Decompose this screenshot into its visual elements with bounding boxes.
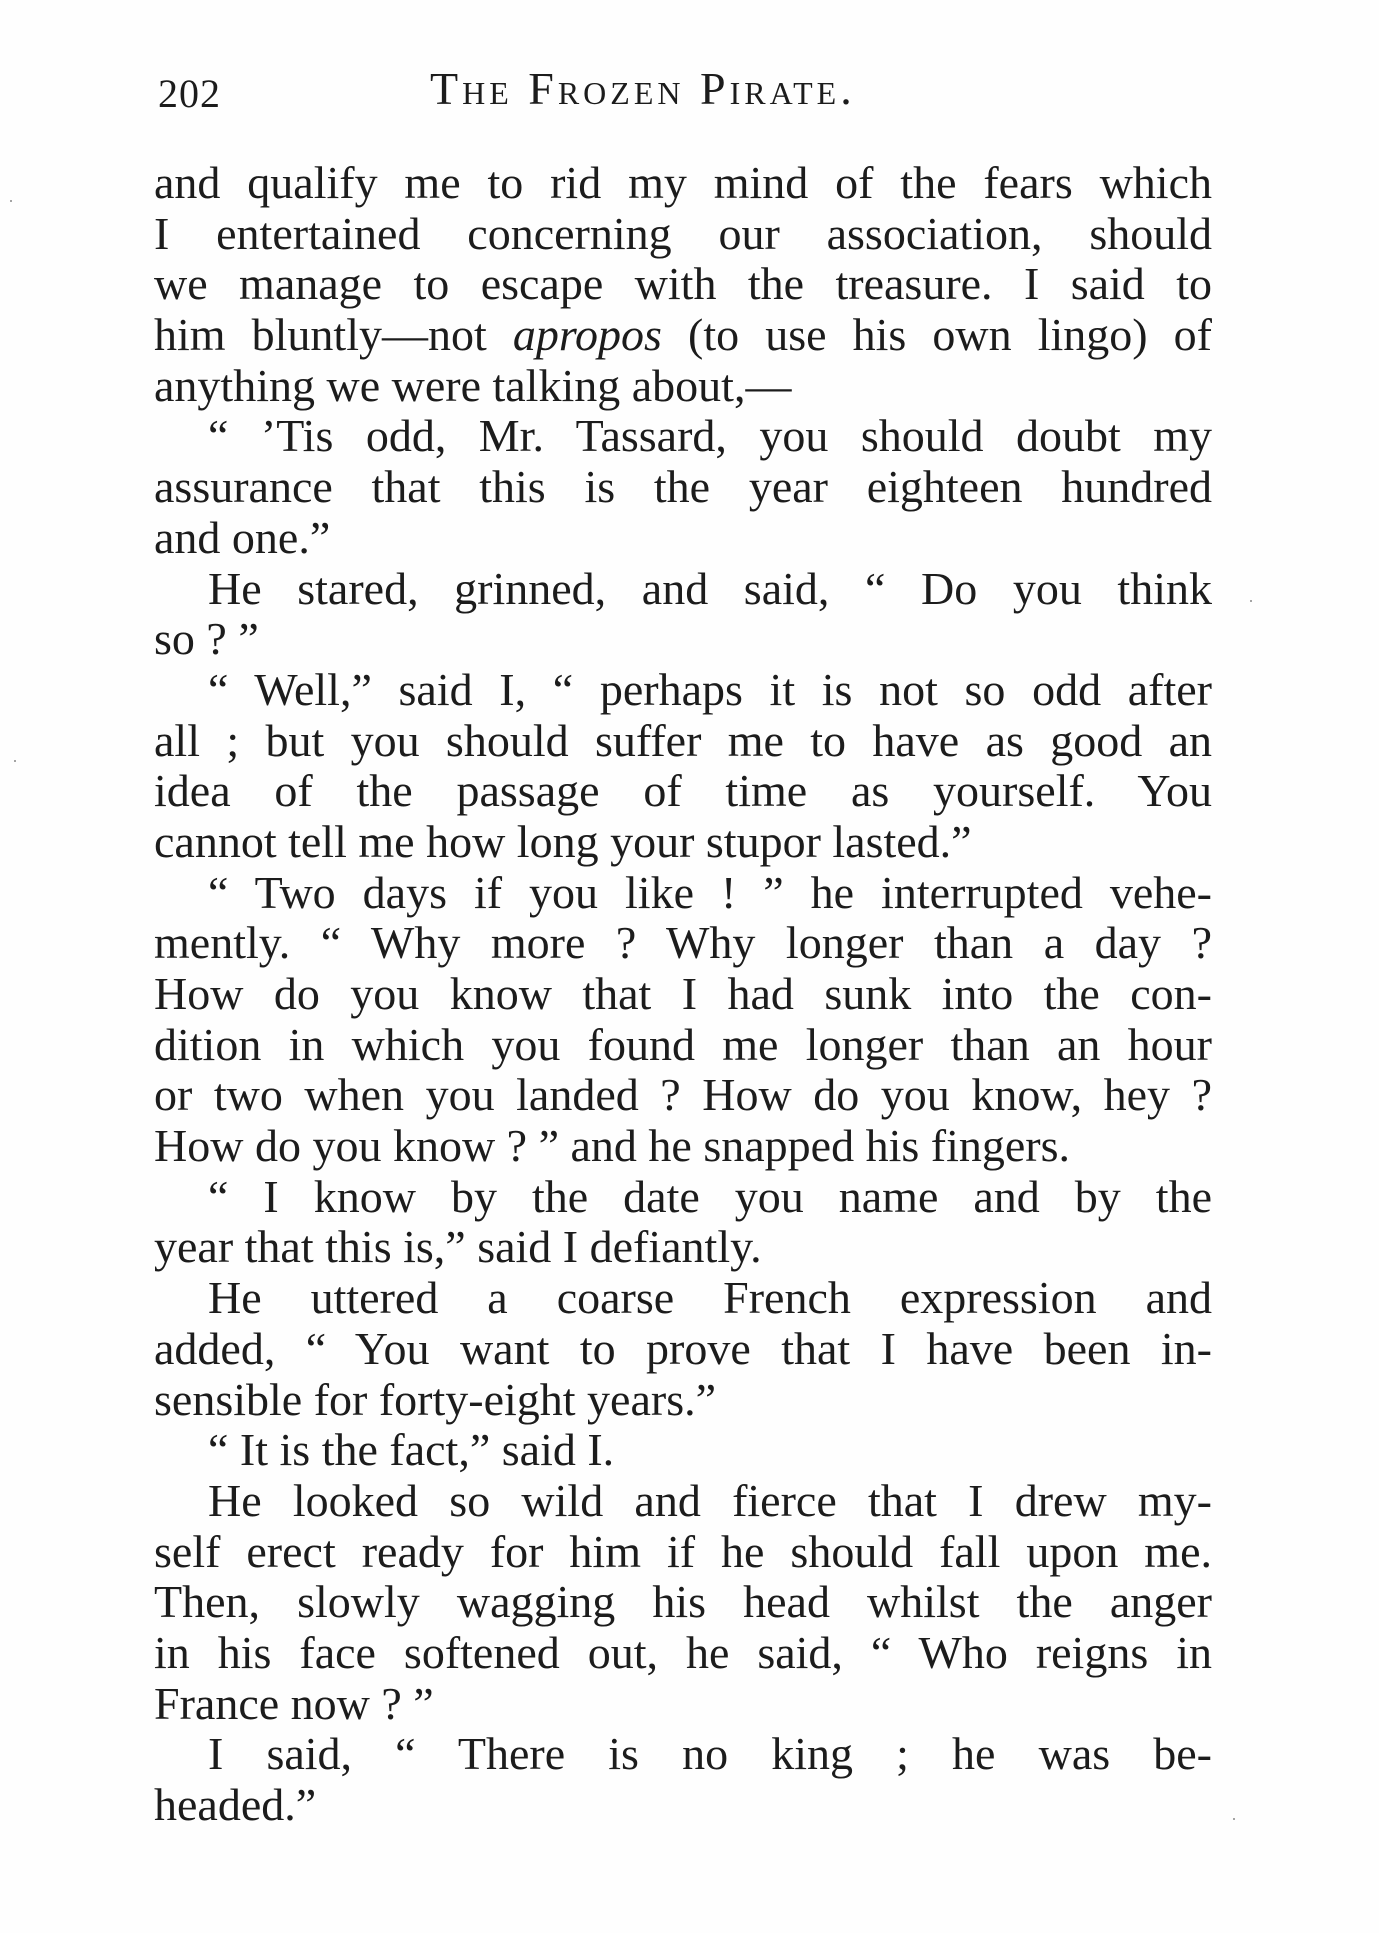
text-line: mently. “ Why more ? Why longer than a day ? bbox=[154, 918, 1212, 969]
text-line: I entertained concerning our association, should bbox=[154, 208, 1212, 259]
text-line: year that this is,” said I defiantly. bbox=[154, 1222, 762, 1273]
text-line: and qualify me to rid my mind of the fears which bbox=[154, 158, 1212, 208]
text-line: He stared, grinned, and said, “ Do you think bbox=[208, 563, 1212, 614]
text-line: “ Well,” said I, “ perhaps it is not so odd after bbox=[208, 664, 1212, 715]
text-line: we manage to escape with the treasure. I said to bbox=[154, 259, 1212, 310]
text-line: or two when you landed ? How do you know, hey ? bbox=[154, 1070, 1212, 1121]
text-line: him bluntly—not apropos (to use his own lingo) of bbox=[154, 310, 1212, 361]
text-line: He uttered a coarse French expression and bbox=[208, 1273, 1212, 1324]
text-line: cannot tell me how long your stupor lasted.” bbox=[154, 816, 972, 867]
italic-word: apropos bbox=[512, 310, 662, 361]
text-line: anything we were talking about,— bbox=[154, 360, 792, 411]
text-line: “ ’Tis odd, Mr. Tassard, you should doubt my bbox=[208, 411, 1212, 462]
text-line: self erect ready for him if he should fall upon me. bbox=[154, 1526, 1212, 1577]
page-header bbox=[158, 62, 1212, 122]
text-line: added, “ You want to prove that I have been in- bbox=[154, 1323, 1212, 1374]
text-line: Then, slowly wagging his head whilst the anger bbox=[154, 1577, 1212, 1628]
scan-speck bbox=[10, 200, 12, 202]
text-line: in his face softened out, he said, “ Who reigns in bbox=[154, 1627, 1212, 1678]
text-line: dition in which you found me longer than an hour bbox=[154, 1019, 1212, 1070]
text-line: I said, “ There is no king ; he was be- bbox=[208, 1729, 1212, 1780]
scan-speck bbox=[1233, 1818, 1235, 1820]
page-number: 202 bbox=[158, 71, 221, 116]
text-line: headed.” bbox=[154, 1780, 317, 1830]
text-line: “ It is the fact,” said I. bbox=[208, 1425, 615, 1476]
text-line: France now ? ” bbox=[154, 1678, 434, 1729]
text-line: all ; but you should suffer me to have as good an bbox=[154, 715, 1212, 766]
text-line: “ I know by the date you name and by the bbox=[208, 1171, 1212, 1222]
scan-speck bbox=[1250, 600, 1252, 602]
text-line: How do you know ? ” and he snapped his fingers. bbox=[154, 1121, 1070, 1172]
text-line: idea of the passage of time as yourself. You bbox=[154, 766, 1212, 817]
scan-speck bbox=[14, 760, 16, 762]
text-line: How do you know that I had sunk into the con- bbox=[154, 969, 1212, 1019]
text-line: assurance that this is the year eighteen hundred bbox=[154, 462, 1212, 513]
running-title: The Frozen Pirate. bbox=[430, 63, 856, 114]
text-line: sensible for forty-eight years.” bbox=[154, 1374, 717, 1425]
text-line: and one.” bbox=[154, 512, 331, 563]
text-line: so ? ” bbox=[154, 614, 259, 665]
text-line: He looked so wild and fierce that I drew my- bbox=[208, 1475, 1212, 1526]
body-text bbox=[154, 158, 1212, 1831]
text-line: “ Two days if you like ! ” he interrupted vehe- bbox=[208, 867, 1212, 918]
